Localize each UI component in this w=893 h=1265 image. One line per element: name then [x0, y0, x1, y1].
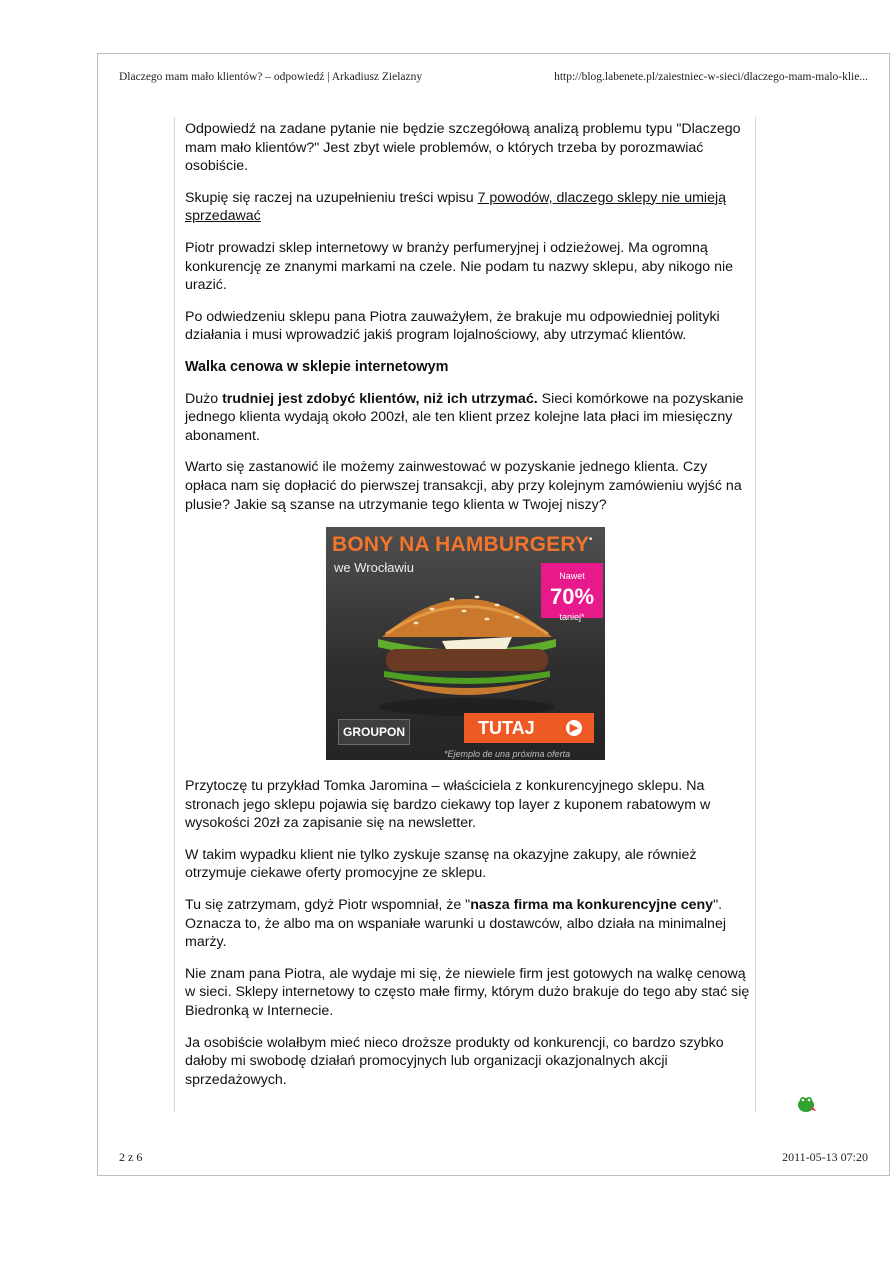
- paragraph-5-lead: Dużo: [185, 390, 223, 407]
- article-body: [185, 120, 753, 1102]
- related-post-link[interactable]: 7 powodów, dlaczego sklepy nie umieją sprzedawać: [185, 189, 727, 225]
- print-timestamp: 2011-05-13 07:20: [782, 1150, 868, 1164]
- paragraph-5: [185, 390, 753, 446]
- paragraph-1: Odpowiedź na zadane pytanie nie będzie szczegółową analizą problemu typu "Dlaczego mam mało klientów?" Jest zbyt wiele problemów, o których trzeba by porozmawiać osobiście.: [185, 121, 741, 175]
- paragraph-10: Nie znam pana Piotra, ale wydaje mi się, że niewiele firm jest gotowych na walkę cenową w sieci. Sklepy internetowy to często małe firmy, którym dużo brakuje do tego aby stać się Biedronką w Internecie.: [185, 965, 750, 1020]
- paragraph-3: Piotr prowadzi sklep internetowy w branży perfumeryjnej i odzieżowej. Ma ogromną konkurencję ze znanymi markami na czele. Nie podam tu nazwy sklepu, aby nikogo nie urazić.: [185, 239, 734, 294]
- ad-subtitle: we Wrocławiu: [334, 560, 414, 576]
- hamburger-image: [372, 579, 562, 719]
- paragraph-11: Ja osobiście wolałbym mieć nieco droższe produkty od konkurencji, co bardzo szybko dałoby mi swobodę działań promocyjnych lub organizacji okazjonalnych akcji sprzedażowych.: [185, 1034, 724, 1088]
- ad-cta-button[interactable]: [464, 713, 594, 743]
- ad-title-mark: *: [589, 536, 593, 546]
- paragraph-9: [185, 896, 753, 952]
- paragraph-2-text: Skupię się raczej na uzupełnieniu treści wpisu: [185, 189, 478, 206]
- paragraph-9-bold: nasza firma ma konkurencyjne ceny: [470, 897, 714, 914]
- ad-cta-label: TUTAJ: [478, 718, 535, 739]
- ad-title-text: BONY NA HAMBURGERY: [332, 533, 590, 557]
- section-heading: Walka cenowa w sklepie internetowym: [185, 358, 449, 375]
- pdf-page: [97, 53, 890, 1176]
- paragraph-5-bold: trudniej jest zdobyć klientów, niż ich utrzymać.: [222, 390, 538, 407]
- ad-title: [332, 532, 593, 555]
- play-arrow-icon: ▶: [566, 720, 582, 736]
- groupon-ad-banner[interactable]: [326, 527, 605, 760]
- paragraph-4: Po odwiedzeniu sklepu pana Piotra zauważyłem, że brakuje mu odpowiedniej polityki działania i musi wprowadzić jakiś program lojalnościowy, aby utrzymać klientów.: [185, 308, 720, 344]
- discount-badge: [541, 563, 603, 622]
- badge-value: 70%: [549, 583, 595, 609]
- paragraph-9-lead: Tu się zatrzymam, gdyż Piotr wspomniał, że ": [185, 897, 471, 914]
- page-header-url: http://blog.labenete.pl/zaiestniec-w-sieci/dlaczego-mam-malo-klie...: [554, 71, 868, 83]
- page-number: 2 z 6: [119, 1150, 143, 1164]
- paragraph-5-rest: Sieci komórkowe na pozyskanie jednego klienta wydają około 200zł, ale ten klient przez kolejne lata płaci im miesięczny abonament.: [185, 390, 744, 444]
- frog-icon[interactable]: [796, 1094, 818, 1114]
- paragraph-2: [185, 189, 753, 226]
- paragraph-6: Warto się zastanowić ile możemy zainwestować w pozyskanie jednego klienta. Czy opłaca nam się dopłacić do pierwszej transakcji, aby przy kolejnym zamówieniu wyjść na plusie? Jakie są szanse na utrzymanie tego klienta w Twojej niszy?: [185, 459, 742, 513]
- page-header-title: Dlaczego mam mało klientów? – odpowiedź | Arkadiusz Zielazny: [119, 71, 423, 83]
- article-column: [174, 117, 756, 1112]
- paragraph-9-rest: ". Oznacza to, że albo ma on wspaniałe warunki u dostawców, albo działa na minimalnej marży.: [185, 897, 726, 951]
- paragraph-8: W takim wypadku klient nie tylko zyskuje szansę na okazyjne zakupy, ale również otrzymuje ciekawe oferty promocyjne ze sklepu.: [185, 846, 697, 882]
- groupon-logo: GROUPON: [338, 719, 410, 745]
- badge-top-text: Nawet: [559, 571, 585, 582]
- paragraph-7: Przytoczę tu przykład Tomka Jaromina – właściciela z konkurencyjnego sklepu. Na stronach jego sklepu pojawia się bardzo ciekawy top layer z kuponem rabatowym w wysokości 20zł za zapisanie się na newsletter.: [185, 778, 711, 832]
- ad-disclaimer: *Ejemplo de una próxima oferta: [444, 749, 571, 760]
- badge-bottom-text: taniej*: [559, 611, 585, 622]
